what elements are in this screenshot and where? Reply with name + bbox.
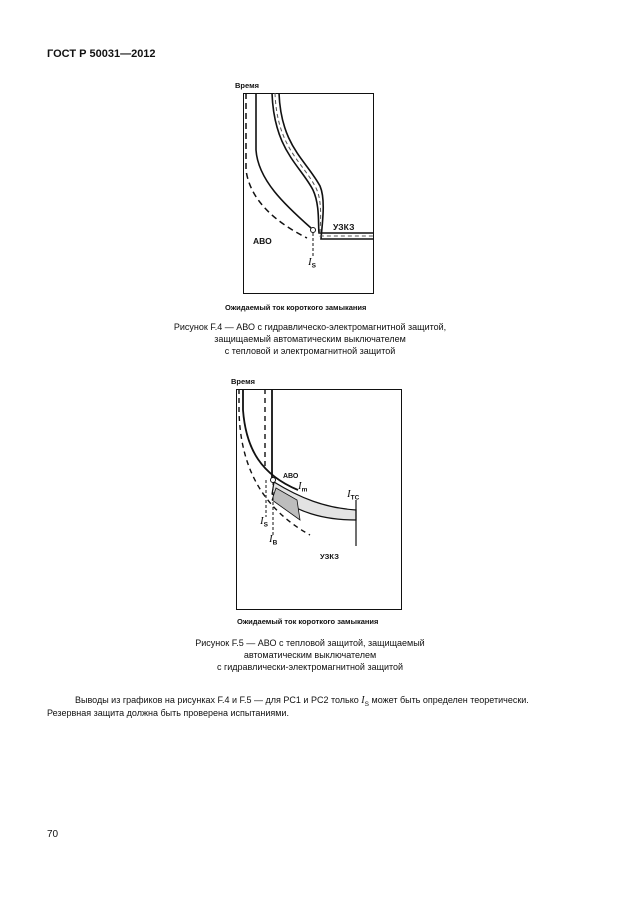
figure-f5-caption-line2: автоматическим выключателем [243,650,377,660]
figure-f5-caption [140,637,480,673]
figure-f5-caption-line1: Рисунок F.5 — АВО с тепловой защитой, защищаемый [195,638,425,648]
figure-f4-y-axis-label: Время [235,81,259,90]
figure-f5-abo-point [271,478,276,483]
figure-f5-caption-line3: с гидравлически-электромагнитной защитой [216,662,404,672]
figure-f5-itc-symbol: $I_{TC}$ [347,488,360,502]
figure-f5-is-symbol: $I_S$ [260,515,269,529]
conclusion-line1: Выводы из графиков на рисунках F.4 и F.5 — для PC1 и PC2 только $I_S$ может быть определен теоретически. [75,695,529,708]
figure-f5-ib-symbol: $I_B$ [269,533,278,547]
figure-f4-abo-label: АВО [253,236,272,246]
conclusion-line2: Резервная защита должна быть проверена испытаниями. [47,708,289,718]
figure-f5-uzkz-label: УЗКЗ [320,552,339,561]
page-number: 70 [47,829,59,840]
figure-f5-abo-label: АВО [283,473,299,480]
figure-f4-x-axis-label: Ожидаемый ток короткого замыкания [225,303,367,312]
figure-f4-caption-line1: Рисунок F.4 — АВО с гидравлическо-электромагнитной защитой, [173,322,447,332]
document-code: ГОСТ Р 50031—2012 [47,48,156,60]
figure-f4-uzkz-label: УЗКЗ [333,222,355,232]
figure-f5-x-axis-label: Ожидаемый ток короткого замыкания [237,617,379,626]
figure-f5-im-symbol: $I_m$ [298,480,308,494]
figure-f4-caption-line3: с тепловой и электромагнитной защитой [224,346,396,356]
figure-f5-y-axis-label: Время [231,377,255,386]
figure-f4-is-symbol: $I_S$ [308,256,317,270]
figure-f4-caption-line2: защищаемый автоматическим выключателем [214,334,406,344]
